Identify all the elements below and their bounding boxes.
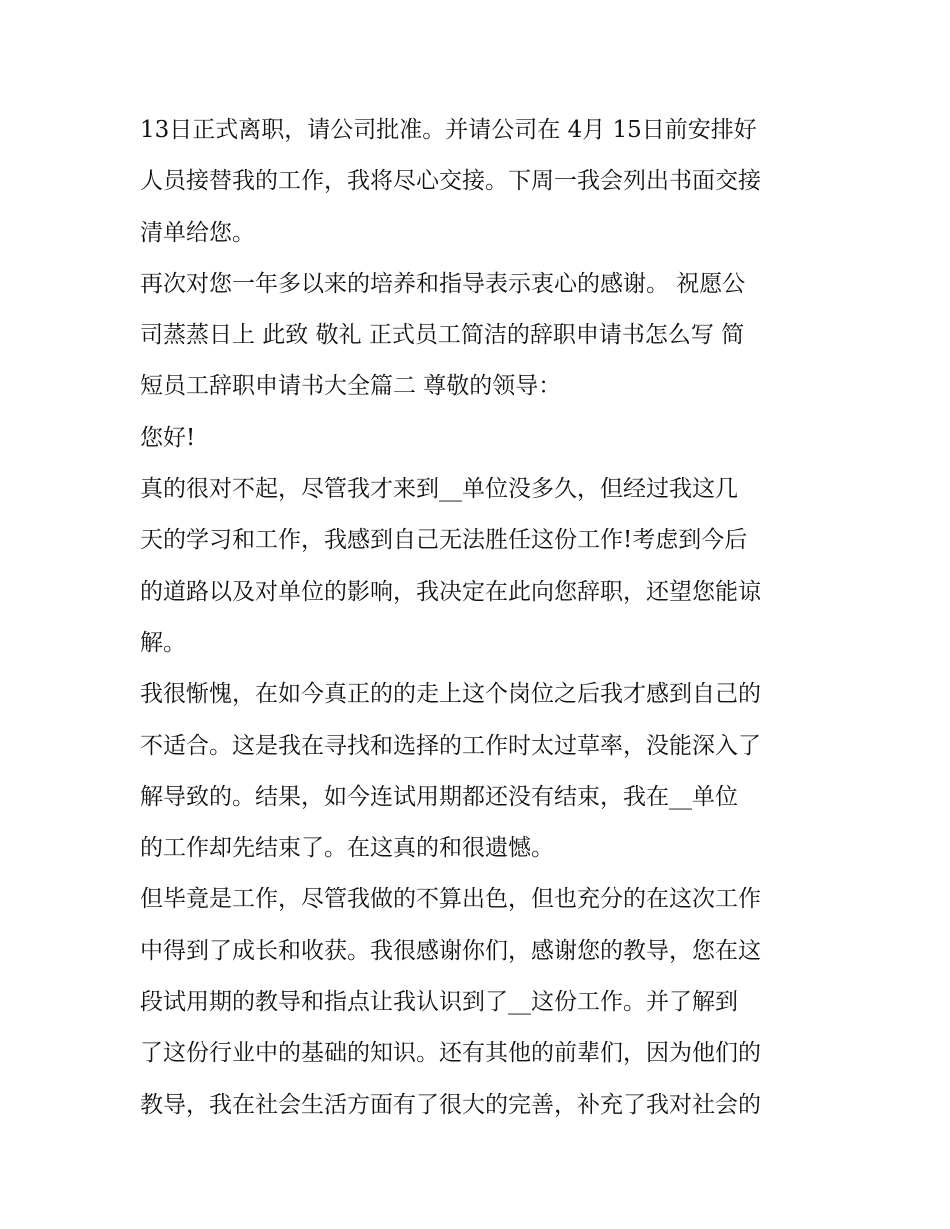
text-line-10: 的道路以及对单位的影响，我决定在此向您辞职，还望您能谅 [140, 578, 761, 605]
text-line-8: 真的很对不起，尽管我才来到__单位没多久，但经过我这几 [140, 476, 738, 503]
text-line-16: 但毕竟是工作，尽管我做的不算出色，但也充分的在这次工作 [140, 886, 761, 913]
text-line-6: 短员工辞职申请书大全篇二 尊敬的领导： [140, 373, 562, 400]
text-line-4: 再次对您一年多以来的培养和指导表示衷心的感谢。 祝愿公 [140, 270, 746, 297]
text-line-1: 13日正式离职，请公司批准。并请公司在 4月 15日前安排好 [140, 117, 757, 143]
text-line-15: 的工作却先结束了。在这真的和很遗憾。 [140, 835, 554, 862]
text-line-13: 不适合。这是我在寻找和选择的工作时太过草率，没能深入了 [140, 732, 761, 759]
letter-body [140, 110, 820, 1136]
text-line-20: 教导，我在社会生活方面有了很大的完善，补充了我对社会的 [140, 1091, 761, 1118]
text-line-18: 段试用期的教导和指点让我认识到了__这份工作。并了解到 [140, 989, 738, 1016]
text-line-3: 清单给您。 [140, 219, 255, 246]
text-line-12: 我很惭愧，在如今真正的的走上这个岗位之后我才感到自己的 [140, 681, 761, 708]
text-line-5: 司蒸蒸日上 此致 敬礼 正式员工简洁的辞职申请书怎么写 简 [140, 322, 745, 349]
text-line-19: 了这份行业中的基础的知识。还有其他的前辈们，因为他们的 [140, 1040, 761, 1067]
text-line-11: 解。 [140, 629, 186, 656]
text-line-14: 解导致的。结果，如今连试用期都还没有结束，我在__单位 [140, 783, 738, 810]
text-line-2: 人员接替我的工作，我将尽心交接。下周一我会列出书面交接 [140, 168, 761, 195]
text-line-9: 天的学习和工作，我感到自己无法胜任这份工作!考虑到今后 [140, 527, 748, 554]
text-line-7: 您好! [140, 424, 196, 451]
text-line-17: 中得到了成长和收获。我很感谢你们，感谢您的教导，您在这 [140, 937, 761, 964]
